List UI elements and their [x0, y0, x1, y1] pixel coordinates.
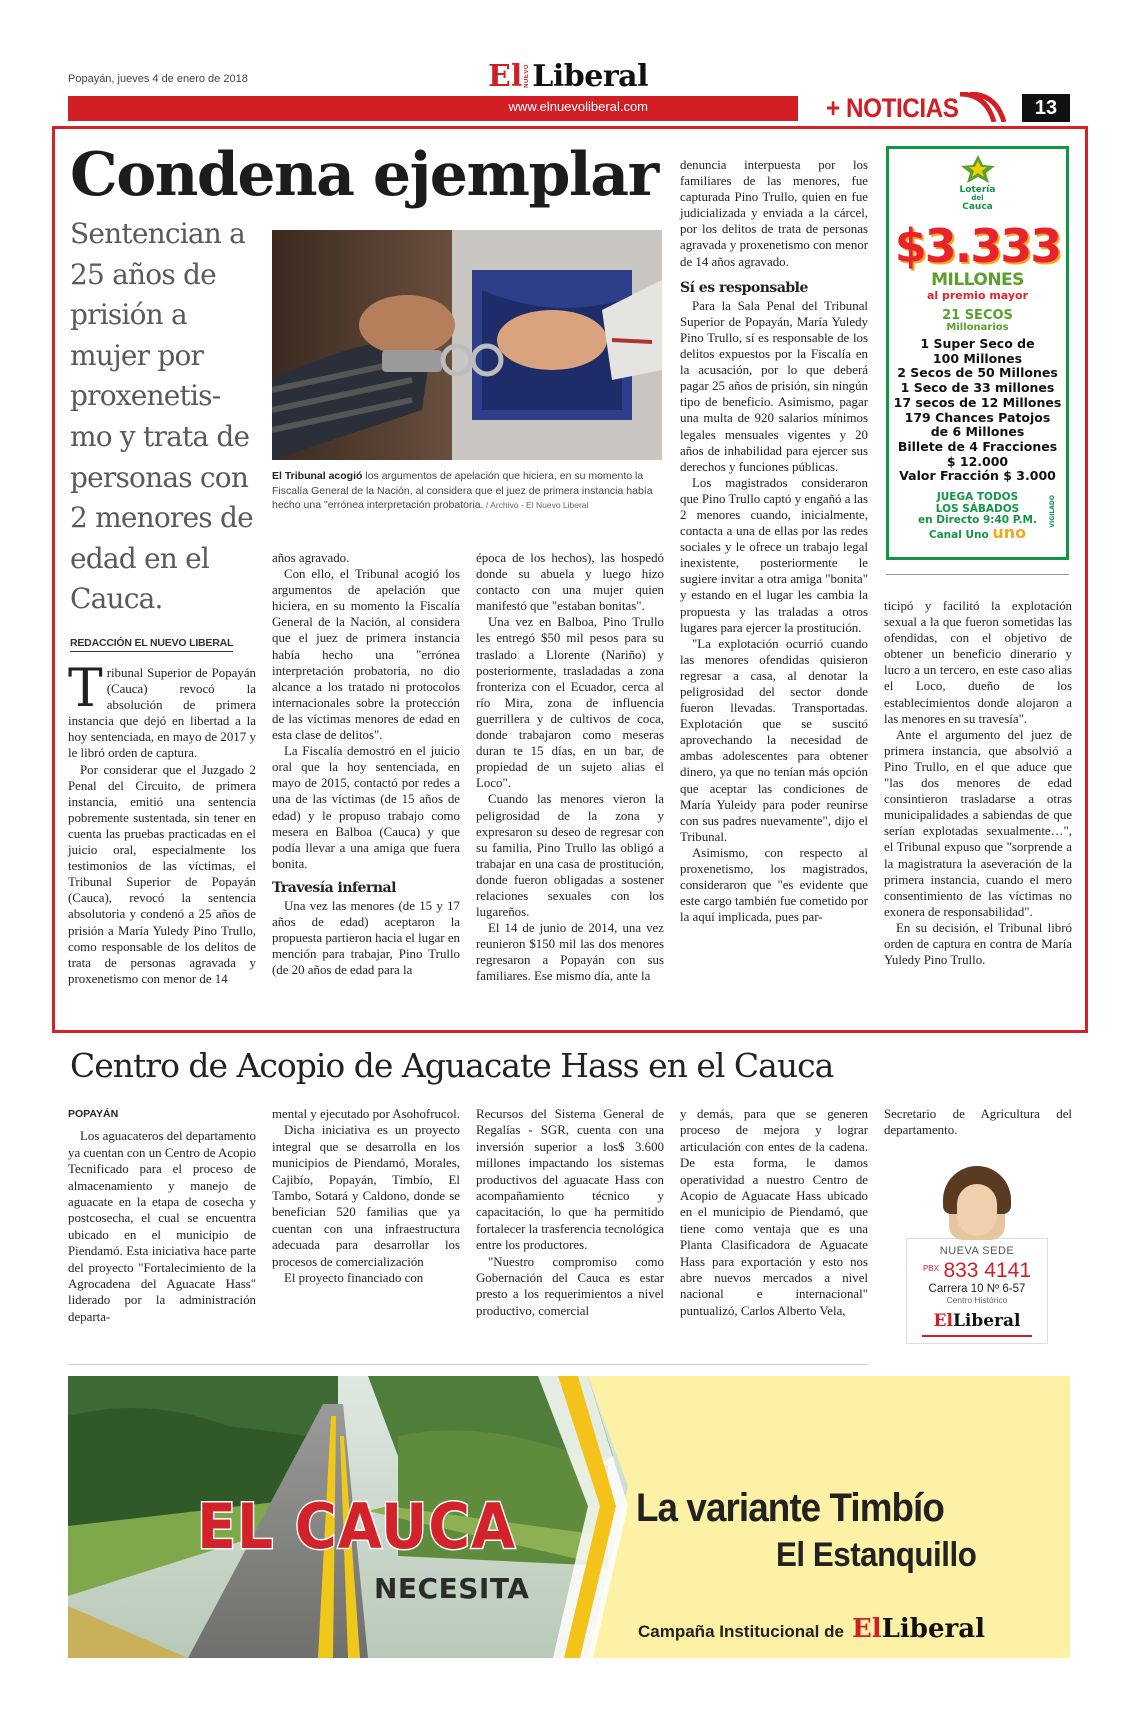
paragraph: Para la Sala Penal del Tribunal Superior de Popayán, María Yuledy Pino Trullo, sí es responsable de los delitos expuestos por la Fiscalía en la acusación, por lo que deberá pagar 25 años de prisión, sin ningún tipo de beneficio. Asimismo, pagar una multa de 920 salarios mínimos legales mensuales vigentes y 20 años de inhabilidad para ejercer sus derechos y funciones públicas.: [680, 298, 868, 474]
paragraph: Secretario de Agricultura del departamento.: [884, 1107, 1072, 1138]
masthead-logo[interactable]: [488, 58, 648, 92]
paragraph: Los aguacateros del departamento ya cuentan con un Centro de Acopio Tecnificado para el proceso de almacenamiento y manejo de aguacate en la etapa de cosecha y postcosecha, el cual se encuentra ubicado en el municipio de Piendamó. Esta iniciativa hace parte del proyecto "Fortalecimiento de la Agrocadena del Aguacate Hass" liderado por la administración departa-: [68, 1129, 256, 1324]
logo-nuevo: NUEVO: [524, 64, 531, 88]
schedule-line: LOS SÁBADOS: [935, 502, 1020, 515]
paragraph: denuncia interpuesta por los familiares de las menores, fue capturada Pino Trullo, quien en fue judicializada y enviada a la cárcel, por los delitos de trata de personas agravada y proxenetismo con menor de 14 años agravado.: [680, 158, 868, 269]
office-card: [906, 1238, 1048, 1344]
lottery-secos-title: 21 SECOS: [942, 308, 1013, 323]
lottery-prize-list: [889, 337, 1066, 484]
ad-underline: [922, 1335, 1032, 1337]
lottery-ad[interactable]: [886, 146, 1069, 560]
banner-necesita: NECESITA: [374, 1572, 530, 1605]
story-column-4: [680, 157, 868, 925]
lottery-premio: al premio mayor: [926, 289, 1029, 302]
column-divider: [886, 574, 1069, 575]
story2-column-5: [884, 1106, 1072, 1139]
paragraph: Por considerar que el Juzgado 2 Penal del Circuito, de primera instancia, emitió una sentencia pobremente sustentada, sin tener en cuenta las pruebas practicadas en el juicio oral, especialmente los testimonios de las víctimas, el Tribunal Superior de Popayán (Cauca), revocó la sentencia absolutoria y condenó a 25 años de prisión a María Yuledy Pino Trullo, como responsable de los delitos de trata de personas agravada y proxenetismo con menor de 14: [68, 762, 256, 986]
handcuffs-photo-icon: [272, 230, 662, 460]
canal-uno-logo: uno: [992, 522, 1027, 542]
office-address: Carrera 10 Nº 6-57: [928, 1283, 1026, 1295]
prize-line: 179 Chances Patojos: [904, 409, 1051, 425]
paragraph: Ante el argumento del juez de primera instancia, que absolvió a Pino Trullo, en el que aduce que "las dos menores de edad consintieron trasladarse a otras municipalidades a sabiendas de que serían explotadas sexualmente…", el Tribunal expuso que "sorprende a la magistratura la aseveración de la primera instancia, cuando el mero consentimiento de las víctimas no exonera de responsabilidad".: [884, 727, 1072, 919]
subheading: Sí es responsable: [680, 279, 808, 296]
office-area: Centro Histórico: [946, 1295, 1008, 1305]
ad-logo: [907, 1311, 1047, 1331]
prize-line: 100 Millones: [932, 350, 1023, 366]
story-column-1: [68, 659, 256, 987]
office-phone: [907, 1259, 1047, 1283]
paragraph: El proyecto financiado con: [284, 1271, 424, 1286]
paragraph: "La explotación ocurrió cuando las menores ofendidas quisieron regresar a casa, al denotar la peligrosidad del sector donde fueron llevadas. Transportadas. Explotación que se suscitó aprovechando la necesidad de ambas adolescentes para obtener dinero, ya que no tenían más opción que aceptar las condiciones de María Yuleidy para poder reunirse con sus padres nuevamente", dijo el Tribunal.: [680, 636, 868, 844]
story-column-3: [476, 550, 664, 985]
prize-line: $ 12.000: [946, 453, 1009, 469]
dateline: POPAYÁN: [68, 1108, 119, 1120]
paragraph: época de los hechos), las hospedó donde su abuela y luego hizo contacto con una mujer quien manifestó que "estaban bonitas".: [476, 551, 664, 614]
prize-line: 1 Super Seco de: [920, 336, 1035, 351]
banner-headline: La variante Timbío: [636, 1486, 944, 1530]
channel-name: Canal Uno: [928, 528, 989, 541]
story2-column-2: [272, 1106, 460, 1286]
prize-line: 17 secos de 12 Millones: [893, 394, 1062, 410]
schedule-line: JUEGA TODOS: [936, 491, 1019, 504]
section-divider: [68, 1364, 868, 1365]
paragraph: Con ello, el Tribunal acogió los argumentos de apelación que hiciera, en su momento la Fiscalía General de la Nación, al considera que el juez de primera instancia había hecho una "errónea interpretación probatoria, no dio alcance a los tratado ni protocolos internacionales sobre la protección de las víctimas menores de edad en esta clase de delitos".: [272, 567, 460, 743]
story2-column-1: [68, 1106, 256, 1325]
story-byline: REDACCIÓN EL NUEVO LIBERAL: [70, 637, 233, 652]
star-logo-icon: [955, 155, 1001, 183]
story2-column-4: [680, 1106, 868, 1319]
office-title: NUEVA SEDE: [939, 1245, 1015, 1257]
banner-el-cauca: EL CAUCA: [197, 1490, 517, 1563]
paragraph: y demás, para que se generen proceso de mejora y lograr articulación con entes de la cadena. De esta forma, le damos operatividad a nuestro Centro de Acopio de Aguacate Hass ubicado en el municipio de Piendamó, que tiene como ventaja que es una Planta Clasificadora de Aguacate Hass para exportación y esto nos abre nuevos mercados a nivel nacional e internacional" puntualizó, Carlos Alberto Vela,: [680, 1107, 868, 1318]
page-number: 13: [1022, 94, 1070, 122]
caption-lead: El Tribunal acogió: [272, 470, 363, 482]
photo-caption: [272, 469, 664, 513]
lottery-brand-line: Cauca: [962, 202, 993, 212]
vigilado-label: VIGILADO: [1049, 495, 1056, 528]
new-office-ad[interactable]: [906, 1172, 1048, 1364]
lottery-prize-amount: $3.333: [894, 219, 1061, 273]
lottery-brand-line: Lotería: [959, 185, 996, 195]
lottery-brand: [889, 185, 1066, 212]
schedule-line: en Directo 9:40 P.M.: [918, 514, 1037, 527]
paragraph: "Nuestro compromiso como Gobernación del Cauca es estar presto a los requerimientos a nivel productivo, comercial: [476, 1254, 664, 1318]
section-label[interactable]: + NOTICIAS: [826, 93, 959, 123]
prize-line: 1 Seco de 33 millones: [900, 380, 1055, 396]
banner-footer: [638, 1616, 985, 1642]
subheading: Travesía infernal: [272, 879, 396, 896]
drop-cap: T: [68, 659, 103, 719]
story-column-5: [884, 598, 1072, 968]
story-headline: Condena ejemplar: [70, 140, 658, 210]
prize-line: Billete de 4 Fracciones: [897, 438, 1058, 454]
campaign-label: Campaña Institucional de: [638, 1622, 844, 1641]
paragraph: ribunal Superior de Popayán (Cauca) revocó la absolución de primera instancia que dejó en libertad a la hoy sentenciada, en mayo de 2017 y le libró orden de captura.: [68, 666, 256, 761]
lottery-schedule: [889, 492, 1066, 541]
paragraph: mental y ejecutado por Asohofrucol.: [272, 1107, 460, 1121]
story-column-2: [272, 550, 460, 978]
paragraph: Los magistrados consideraron que Pino Trullo captó y engañó a las 2 menores cuando, inicialmente, contacta a una de ellas por las redes sociales y le ofrece un trabajo legal inexistente, posteriormente le sugiere invitar a otra amiga "bonita" y estando en el lugar les cambia la propuesta y las traladas a otros lugares para ejercer la prostitución.: [680, 475, 868, 635]
lottery-millones: MILLONES: [931, 270, 1024, 290]
paragraph: Asimismo, con respecto al proxenetismo, los magistrados, consideraron que "es evidente que este cargo también fue cometido por la aquí implicada, pues par-: [680, 845, 868, 925]
prize-line: Valor Fracción $ 3.000: [899, 468, 1056, 484]
story2-column-3: [476, 1106, 664, 1319]
logo-liberal: Liberal: [532, 59, 648, 94]
issue-date: Popayán, jueves 4 de enero de 2018: [68, 73, 248, 85]
banner-subheadline: El Estanquillo: [776, 1536, 977, 1574]
story2-headline: Centro de Acopio de Aguacate Hass en el Cauca: [70, 1046, 834, 1085]
paragraph: La Fiscalía demostró en el juicio oral que la hoy sentenciada, en mayo de 2015, contactó por redes a una de las víctimas (de 15 años de edad) y le propuso trabajo como mesera en Balboa (Cauca) y que podía llevar a una amiga que fuera bonita.: [272, 744, 460, 871]
paragraph: Una vez en Balboa, Pino Trullo les entregó $50 mil pesos para su traslado a Llorente (Nariño) y posteriormente, trasladadas a zona fronteriza con el Ecuador, cerca al río Mira, zona de influencia guerrillera y de cultivos de coca, donde trabajaron como meseras duran te 15 días, en un bar, de propiedad de un sujeto alias el Loco".: [476, 615, 664, 791]
paragraph: El 14 de junio de 2014, una vez reunieron $150 mil las dos menores regresaron a Popayán con sus familiares. Ese mismo día, ante la: [476, 921, 664, 984]
pbx-label: PBX: [922, 1264, 939, 1273]
paragraph: Una vez las menores (de 15 y 17 años de edad) aceptaron la propuesta partieron hacia el lugar en mención para trabajar, Pino Trullo (de 20 años de edad para la: [272, 898, 460, 978]
logo-liberal: Liberal: [881, 1614, 985, 1644]
story-subhead: Sentencian a 25 años de prisión a mujer por proxenetis- mo y trata de personas con 2 menores de edad en el Cauca.: [70, 217, 253, 616]
woman-photo-icon: [949, 1172, 1005, 1240]
logo-liberal: Liberal: [952, 1311, 1021, 1331]
story-photo: [272, 230, 662, 460]
caption-text: los argumentos de apelación que hiciera, en su momento la Fiscalía General de la Nación, al considera que el juez de primera instancia había hecho una "errónea interpretación probatoria.: [272, 470, 653, 511]
paragraph: En su decisión, el Tribunal libró orden de captura en contra de María Yuledy Pino Trullo.: [884, 920, 1072, 968]
paragraph: Cuando las menores vieron la peligrosidad de la zona y expresaron su deseo de regresar con su familia, Pino Trullo las obligó a trabajar en una casa de prostitución, donde fueron obligadas a sostener relaciones sexuales con los lugareños.: [476, 792, 664, 920]
phone-number: 833 4141: [943, 1259, 1032, 1282]
website-url[interactable]: www.elnuevoliberal.com: [508, 99, 648, 114]
banner-logo: [852, 1616, 985, 1642]
schedule-line: [889, 522, 1066, 542]
logo-el: El: [933, 1311, 953, 1331]
paragraph: Recursos del Sistema General de Regalías - SGR, cuenta con una inversión superior a los$ 3.600 millones impactando los sistemas productivos del aguacate Hass con acompañamiento técnico y capacitación, lo que ha permitido fortalecer la trasferencia tecnológica entre los productores.: [476, 1107, 664, 1253]
paragraph: ticipó y facilitó la explotación sexual a la que fueron sometidas las ofendidas, con el objetivo de obtener un beneficio dinerario y lucro a un tercero, en este caso alias el Loco, dueño de los establecimientos donde alojaron a las menores en su travesía".: [884, 599, 1072, 726]
prize-line: de 6 Millones: [930, 424, 1025, 440]
lottery-brand-line: del: [971, 194, 984, 202]
paragraph: Dicha iniciativa es un proyecto integral que se desarrolla en los municipios de Piendamó, Morales, Cajibío, Popayán, Timbío, El Tambo, Sotará y Caldono, donde se benefician 520 familias que ya cuentan con una infraestructura adecuada para desarrollar los procesos de comercialización: [272, 1123, 460, 1269]
logo-el: El: [488, 59, 523, 94]
prize-line: 2 Secos de 50 Millones: [897, 365, 1058, 381]
logo-el: El: [851, 1614, 882, 1644]
lottery-secos-sub: Millonarios: [946, 322, 1009, 333]
photo-credit: / Archivo - El Nuevo Liberal: [483, 500, 589, 510]
paragraph: años agravado.: [272, 551, 350, 565]
